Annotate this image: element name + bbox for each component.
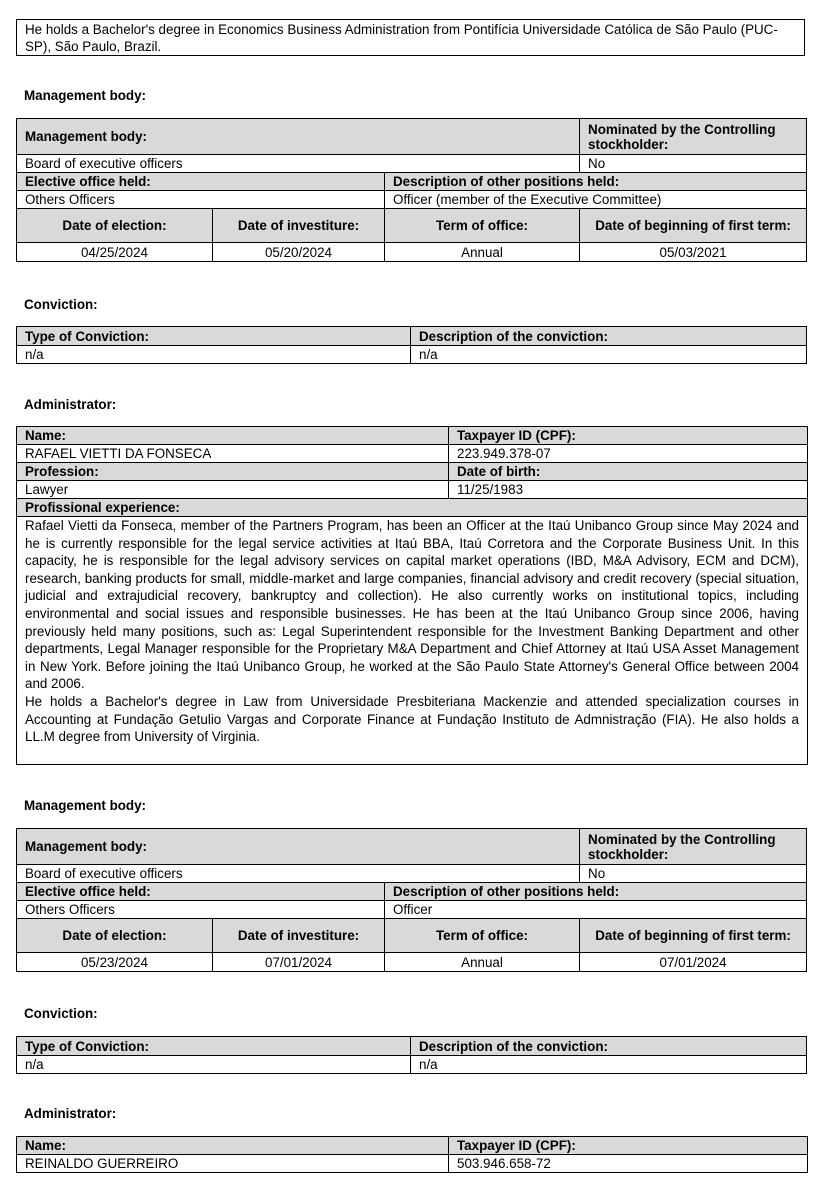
taxpayer-value: 223.949.378-07 — [449, 445, 808, 463]
management-body-heading-1: Management body: — [24, 88, 147, 103]
conviction-table-2 — [16, 1036, 807, 1074]
administrator-heading-1: Administrator: — [24, 397, 117, 412]
term-office-label: Term of office: — [385, 209, 580, 243]
date-first-term-label: Date of beginning of first term: — [580, 209, 807, 243]
management-body-label: Management body: — [17, 119, 580, 155]
experience-label: Profissional experience: — [17, 499, 808, 517]
experience-paragraph-2: He holds a Bachelor's degree in Law from Universidade Presbiteriana Mackenzie and attended specialization courses in Accounting at Fundação Getulio Vargas and Corporate Finance at Fundação Instituto de Admnistração (FIA). He also holds a LL.M degree from University of Virginia. — [25, 693, 799, 745]
date-first-term-label: Date of beginning of first term: — [580, 919, 807, 953]
type-conviction-label: Type of Conviction: — [17, 1037, 411, 1056]
desc-conviction-value: n/a — [411, 346, 807, 364]
name-label: Name: — [17, 427, 449, 445]
other-positions-label: Description of other positions held: — [385, 883, 807, 901]
type-conviction-value: n/a — [17, 346, 411, 364]
desc-conviction-value: n/a — [411, 1056, 807, 1074]
experience-paragraph-1: Rafael Vietti da Fonseca, member of the Partners Program, has been an Officer at the Itaú Unibanco Group since May 2024 and he is currently responsible for the legal service activities at Itaú BBA, Itaú Corretora and the Corporate Business Unit. In this capacity, he is responsible for the legal advisory services on capital market operations (IBD, M&A Advisory, ECM and DCM), research, banking products for small, middle-market and large companies, financial advisory and credit recovery (special situation, judicial and extrajudicial recovery, bankruptcy and collection). He also currently works on institutional topics, including environmental and social issues and responsible businesses. He has been at the Itaú Unibanco Group since 2006, having previously held many positions, such as: Legal Superintendent responsible for the Investment Banking Department and other departments, Legal Manager responsible for the Proprietary M&A Department and Chief Attorney at Itaú USA Asset Management in New York. Before joining the Itaú Unibanco Group, he worked at the São Paulo State Attorney's General Office between 2004 and 2006. — [25, 518, 799, 692]
date-investiture-value: 07/01/2024 — [213, 953, 385, 972]
term-office-label: Term of office: — [385, 919, 580, 953]
elective-office-label: Elective office held: — [17, 883, 385, 901]
management-body-label: Management body: — [17, 829, 580, 865]
date-election-label: Date of election: — [17, 919, 213, 953]
nominated-value: No — [580, 155, 807, 173]
other-positions-label: Description of other positions held: — [385, 173, 807, 191]
nominated-value: No — [580, 865, 807, 883]
profession-value: Lawyer — [17, 481, 449, 499]
term-office-value: Annual — [385, 953, 580, 972]
conviction-table-1 — [16, 326, 807, 364]
intro-text: He holds a Bachelor's degree in Economics Business Administration from Pontifícia Universidade Católica de São Paulo (PUC-SP), São Paulo, Brazil. — [25, 22, 778, 54]
date-first-term-value: 05/03/2021 — [580, 243, 807, 262]
date-election-label: Date of election: — [17, 209, 213, 243]
type-conviction-label: Type of Conviction: — [17, 327, 411, 346]
administrator-table-2 — [16, 1136, 808, 1173]
management-body-table-1 — [16, 118, 807, 262]
management-body-heading-2: Management body: — [24, 798, 147, 813]
date-election-value: 04/25/2024 — [17, 243, 213, 262]
desc-conviction-label: Description of the conviction: — [411, 1037, 807, 1056]
profession-label: Profession: — [17, 463, 449, 481]
desc-conviction-label: Description of the conviction: — [411, 327, 807, 346]
management-body-table-2 — [16, 828, 807, 972]
date-investiture-value: 05/20/2024 — [213, 243, 385, 262]
dob-value: 11/25/1983 — [449, 481, 808, 499]
nominated-label: Nominated by the Controlling stockholder: — [580, 829, 807, 865]
other-positions-value: Officer (member of the Executive Committee) — [385, 191, 807, 209]
administrator-heading-2: Administrator: — [24, 1106, 117, 1121]
elective-office-value: Others Officers — [17, 901, 385, 919]
management-body-value: Board of executive officers — [17, 865, 580, 883]
date-investiture-label: Date of investiture: — [213, 209, 385, 243]
taxpayer-label: Taxpayer ID (CPF): — [449, 1137, 808, 1155]
conviction-heading-1: Conviction: — [24, 297, 98, 312]
administrator-table-1 — [16, 426, 808, 765]
taxpayer-label: Taxpayer ID (CPF): — [449, 427, 808, 445]
term-office-value: Annual — [385, 243, 580, 262]
type-conviction-value: n/a — [17, 1056, 411, 1074]
other-positions-value: Officer — [385, 901, 807, 919]
experience-text — [17, 517, 808, 765]
name-value: REINALDO GUERREIRO — [17, 1155, 449, 1173]
name-label: Name: — [17, 1137, 449, 1155]
elective-office-label: Elective office held: — [17, 173, 385, 191]
dob-label: Date of birth: — [449, 463, 808, 481]
date-election-value: 05/23/2024 — [17, 953, 213, 972]
management-body-value: Board of executive officers — [17, 155, 580, 173]
nominated-label: Nominated by the Controlling stockholder: — [580, 119, 807, 155]
name-value: RAFAEL VIETTI DA FONSECA — [17, 445, 449, 463]
date-first-term-value: 07/01/2024 — [580, 953, 807, 972]
conviction-heading-2: Conviction: — [24, 1006, 98, 1021]
elective-office-value: Others Officers — [17, 191, 385, 209]
intro-box — [16, 19, 805, 56]
date-investiture-label: Date of investiture: — [213, 919, 385, 953]
taxpayer-value: 503.946.658-72 — [449, 1155, 808, 1173]
